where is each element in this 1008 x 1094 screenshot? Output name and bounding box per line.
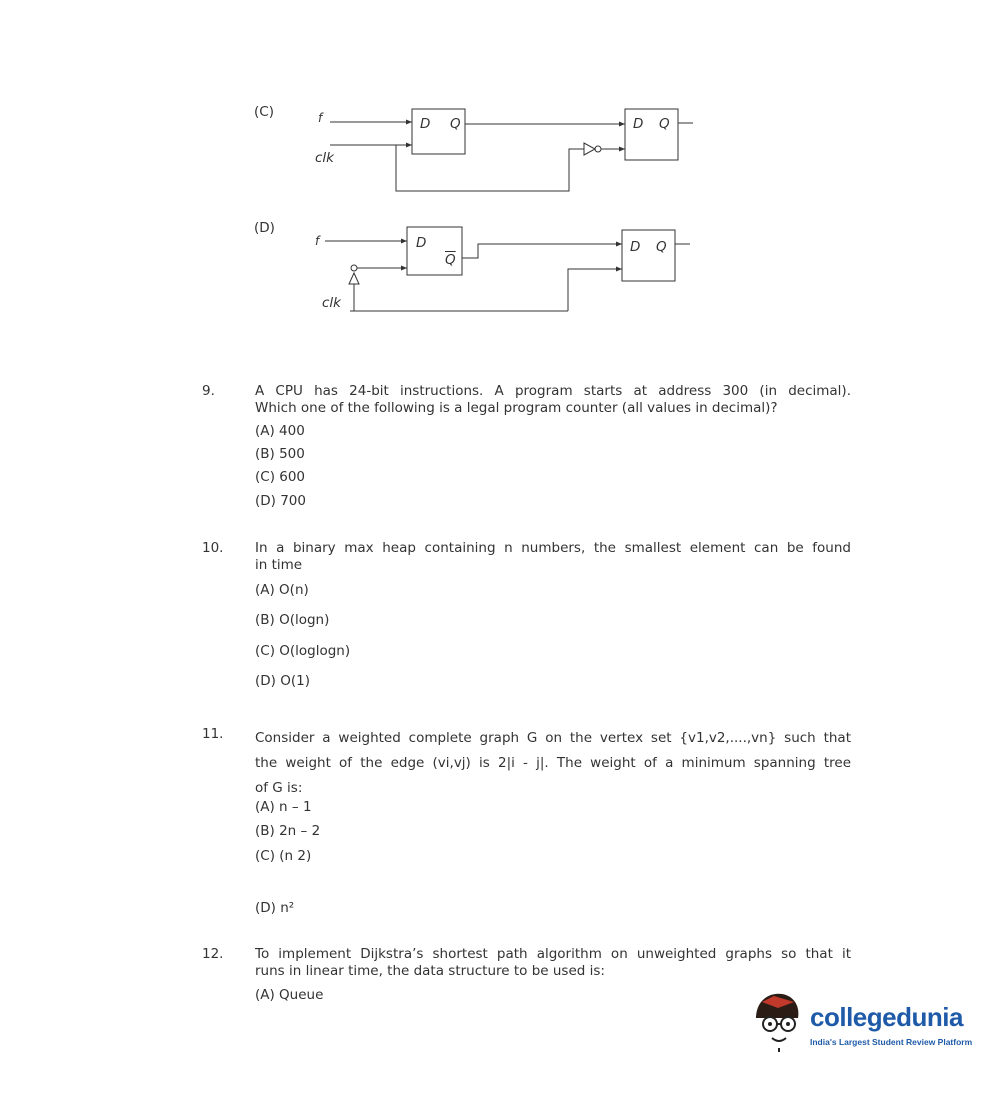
question-9-option-d[interactable]: (D) 700	[255, 493, 306, 509]
question-11-option-d[interactable]: (D) n²	[255, 900, 295, 916]
question-9-stem	[255, 383, 851, 417]
question-11-stem-line-3: of G is:	[255, 780, 303, 796]
circuit-d-qbar-wire	[462, 244, 622, 258]
circuit-d-flipflop-2	[622, 230, 675, 281]
question-12-stem-line-2: runs in linear time, the data structure to be used is:	[255, 963, 605, 979]
circuit-diagrams	[0, 0, 1008, 360]
question-11-stem-line-2: the weight of the edge (vi,vj) is 2|i - j|. The weight of a minimum spanning tree	[255, 755, 851, 771]
circuit-c-f-label: f	[318, 111, 323, 125]
question-10-stem	[255, 540, 851, 574]
question-12-option-a[interactable]: (A) Queue	[255, 987, 324, 1003]
circuit-d-flipflop-1	[407, 227, 462, 275]
question-12-number: 12.	[202, 946, 224, 962]
circuit-c-flipflop-2	[625, 109, 678, 160]
question-11-number: 11.	[202, 726, 224, 742]
logo-wordmark: collegedunia	[810, 1002, 963, 1032]
circuit-c-not-gate	[584, 143, 595, 155]
question-11-stem-line-1: Consider a weighted complete graph G on the vertex set {v1,v2,....,vn} such that	[255, 730, 851, 746]
circuit-d-label: (D)	[254, 220, 275, 236]
question-10-option-c[interactable]: (C) O(loglogn)	[255, 643, 351, 659]
circuit-c-ff1-q: Q	[450, 116, 461, 132]
question-11-option-c[interactable]: (C) (n 2)	[255, 848, 312, 864]
question-9-number: 9.	[202, 383, 215, 399]
question-12-stem	[255, 946, 851, 980]
question-9-option-b[interactable]: (B) 500	[255, 446, 305, 462]
question-10-option-d[interactable]: (D) O(1)	[255, 673, 310, 689]
circuit-c-clk-label: clk	[315, 150, 334, 166]
circuit-d-ff2-q: Q	[656, 239, 667, 255]
question-9-stem-line-2: Which one of the following is a legal program counter (all values in decimal)?	[255, 400, 778, 416]
collegedunia-logo[interactable]	[748, 988, 988, 1058]
question-12-stem-line-1: To implement Dijkstra’s shortest path algorithm on unweighted graphs so that it	[255, 946, 851, 962]
circuit-d-not-gate	[349, 273, 359, 284]
circuit-d-clk-to-ff2	[568, 269, 622, 311]
circuit-d-f-label: f	[315, 234, 320, 248]
circuit-d-clk-label: clk	[322, 295, 341, 311]
circuit-c-ff2-q: Q	[659, 116, 670, 132]
circuit-c-ff2-d: D	[633, 116, 644, 132]
circuit-d-ff2-d: D	[630, 239, 641, 255]
question-9-option-a[interactable]: (A) 400	[255, 423, 305, 439]
question-10-option-a[interactable]: (A) O(n)	[255, 582, 309, 598]
circuit-d-not-bubble	[351, 265, 357, 271]
circuit-d-ff1-qbar: $\overline{Q}$	[445, 252, 456, 268]
circuit-c-clk-loop	[396, 145, 584, 191]
circuit-c-label: (C)	[254, 104, 274, 120]
question-11-option-a[interactable]: (A) n – 1	[255, 799, 312, 815]
question-10-stem-line-2: in time	[255, 557, 303, 573]
circuit-d-ff1-d: D	[416, 235, 427, 251]
mascot-icon	[748, 988, 808, 1058]
question-10-option-b[interactable]: (B) O(logn)	[255, 612, 330, 628]
logo-tagline: India's Largest Student Review Platform	[810, 1037, 973, 1047]
circuit-c-ff1-d: D	[420, 116, 431, 132]
question-9-stem-line-1: A CPU has 24-bit instructions. A program starts at address 300 (in decimal).	[255, 383, 851, 399]
question-11-stem	[255, 726, 851, 801]
question-10-stem-line-1: In a binary max heap containing n numbers, the smallest element can be found	[255, 540, 851, 556]
question-10-number: 10.	[202, 540, 224, 556]
question-9-option-c[interactable]: (C) 600	[255, 469, 306, 485]
question-11-option-b[interactable]: (B) 2n – 2	[255, 823, 321, 839]
circuit-c-flipflop-1	[412, 109, 465, 154]
